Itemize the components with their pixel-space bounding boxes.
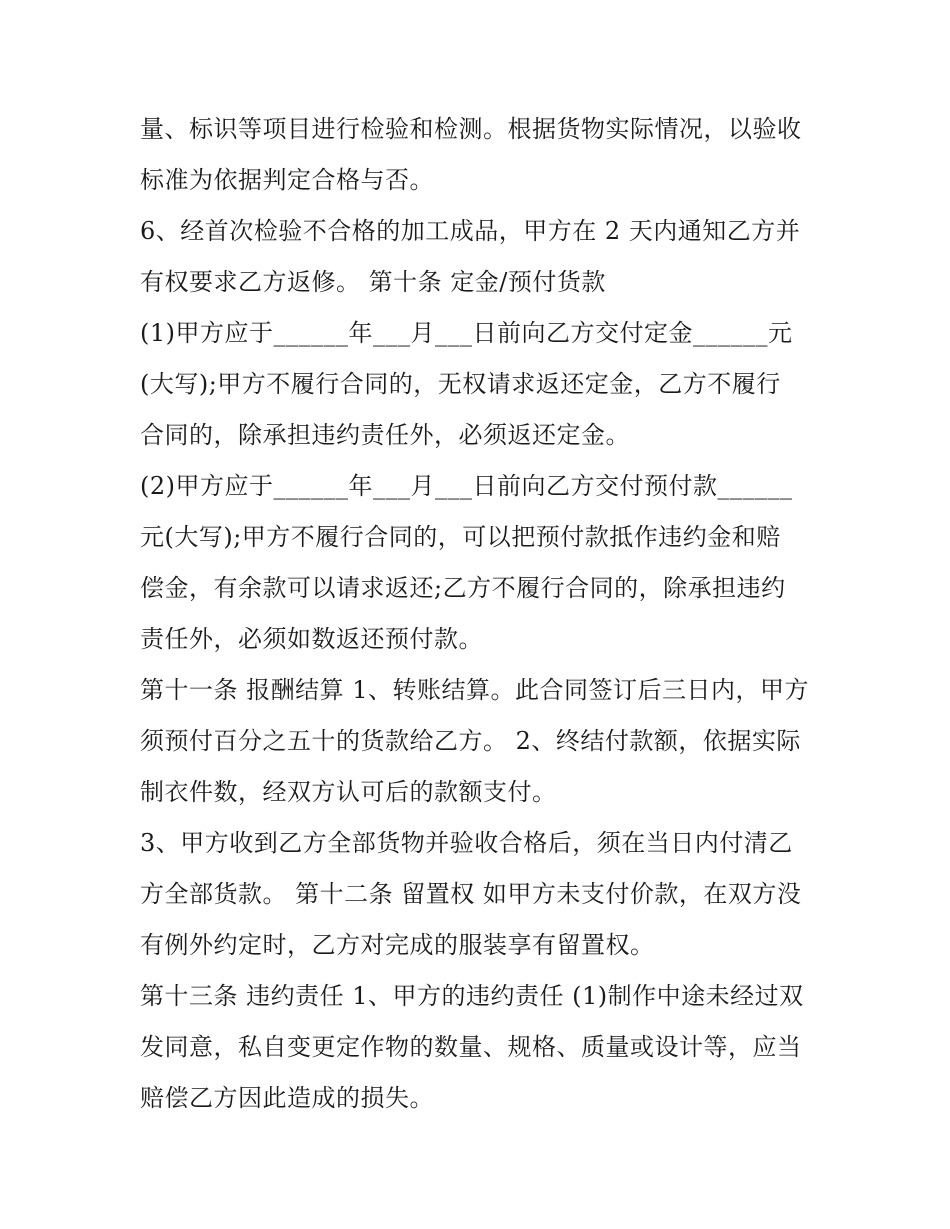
text-line: 第十三条 违约责任 1、甲方的违约责任 (1)制作中途未经过双 <box>140 982 804 1010</box>
text-line: 责任外，必须如数返还预付款。 <box>140 625 483 653</box>
text-line: 须预付百分之五十的货款给乙方。 2、终结付款额，依据实际 <box>140 727 801 755</box>
text-line: 3、甲方收到乙方全部货物并验收合格后，须在当日内付清乙 <box>140 829 793 857</box>
text-line: 量、标识等项目进行检验和检测。根据货物实际情况，以验收 <box>140 115 802 143</box>
text-line: 有权要求乙方返修。 第十条 定金/预付货款 <box>140 268 606 296</box>
text-line: 元(大写);甲方不履行合同的，可以把预付款抵作违约金和赔 <box>140 523 781 551</box>
text-line: 方全部货款。 第十二条 留置权 如甲方未支付价款，在双方没 <box>140 880 802 908</box>
text-line: 6、经首次检验不合格的加工成品，甲方在 2 天内通知乙方并 <box>140 217 801 245</box>
text-line: 发同意，私自变更定作物的数量、规格、质量或设计等，应当 <box>140 1033 802 1061</box>
document-body <box>140 104 820 1124</box>
text-line: 第十一条 报酬结算 1、转账结算。此合同签订后三日内，甲方 <box>140 676 810 704</box>
text-line: 偿金，有余款可以请求返还;乙方不履行合同的，除承担违约 <box>140 574 786 602</box>
text-line: (2)甲方应于______年___月___日前向乙方交付预付款______ <box>140 472 793 500</box>
text-line: 合同的，除承担违约责任外，必须返还定金。 <box>140 421 630 449</box>
text-line: 有例外约定时，乙方对完成的服装享有留置权。 <box>140 931 655 959</box>
text-line: 赔偿乙方因此造成的损失。 <box>140 1084 434 1112</box>
text-line: 标准为依据判定合格与否。 <box>140 166 434 194</box>
text-line: (大写);甲方不履行合同的，无权请求返还定金，乙方不履行 <box>140 370 781 398</box>
text-line: 制衣件数，经双方认可后的款额支付。 <box>140 778 557 806</box>
text-line: (1)甲方应于______年___月___日前向乙方交付定金______元 <box>140 319 793 347</box>
